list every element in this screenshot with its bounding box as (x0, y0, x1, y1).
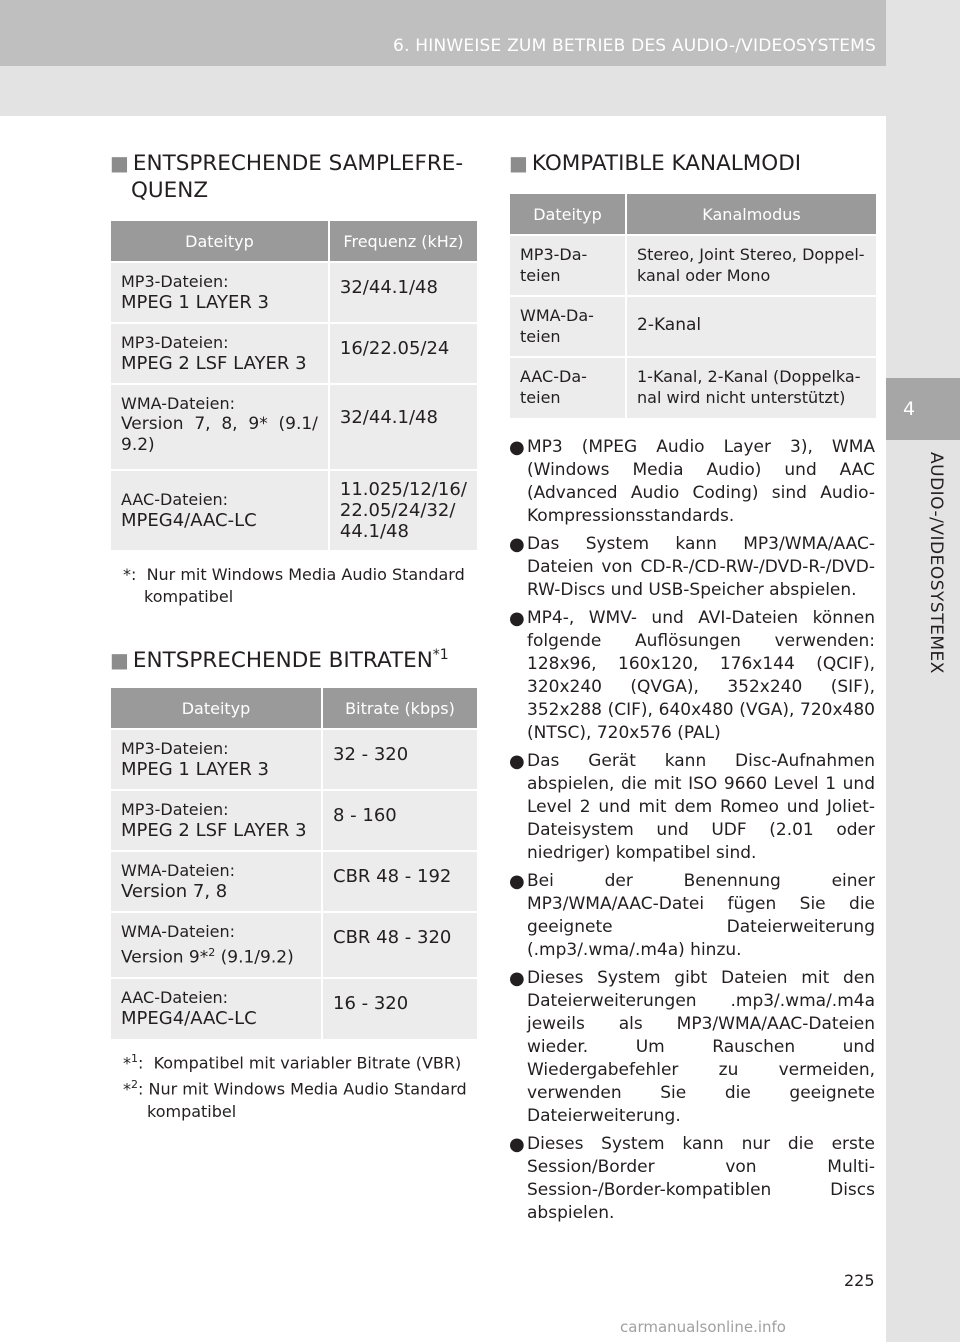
bullet-dot-icon: ● (509, 968, 525, 989)
bullet-dot-icon: ● (509, 751, 525, 772)
table-row (111, 470, 477, 550)
bitrate-heading: ■ ENTSPRECHENDE BITRATEN$^{*1}$ (110, 647, 449, 674)
table-row (111, 790, 477, 851)
table-header-row (111, 221, 477, 262)
column-header: Bitrate (kbps) (322, 688, 477, 729)
list-item: ● Bei der Benennung einer MP3/WMA/AAC-Datei fügen Sie die geeignete Dateierweiterung (.mp3/.wma/.m4a) hinzu. (509, 871, 875, 960)
table-row (111, 851, 477, 912)
value-cell: 16 - 320 (322, 978, 477, 1039)
square-bullet-icon: ■ (509, 151, 528, 175)
sample-rate-heading: ■ ENTSPRECHENDE SAMPLEFRE- QUENZ (110, 151, 464, 203)
table-header-row (111, 688, 477, 729)
square-bullet-icon: ■ (110, 648, 129, 673)
value-cell: CBR 48 - 192 (322, 851, 477, 912)
file-type-cell: AAC-Da- teien (510, 357, 626, 418)
channel-modes-heading: ■ KOMPATIBLE KANALMODI (509, 151, 802, 176)
value-cell: 11.025/12/16/ 22.05/24/32/ 44.1/48 (329, 470, 477, 550)
table-row (111, 978, 477, 1039)
table-row (111, 323, 477, 384)
square-bullet-icon: ■ (110, 151, 129, 175)
bitrate-footnotes: *$^1$: Kompatibel mit variabler Bitrate (VBR) *$^2$: Nur mit Windows Media Audio Standard kompatibel (123, 1052, 467, 1121)
file-type-cell: AAC-Dateien: MPEG4/AAC-LC (111, 470, 329, 550)
file-type-cell: WMA-Dateien: Version 7, 8, 9* (9.1/ 9.2) (111, 384, 329, 470)
table-header-row (510, 194, 876, 235)
table-row (111, 729, 477, 790)
file-type-cell: MP3-Dateien: MPEG 1 LAYER 3 (111, 262, 329, 323)
chapter-label: AUDIO-/VIDEOSYSTEMEX (926, 452, 946, 674)
file-type-cell: WMA-Dateien: Version 9*$^2$ (9.1/9.2) (111, 912, 322, 978)
table-row (510, 296, 876, 357)
sample-rate-table (111, 221, 477, 550)
file-type-cell: WMA-Dateien: Version 7, 8 (111, 851, 322, 912)
column-header: Dateityp (111, 221, 329, 262)
file-type-cell: MP3-Dateien: MPEG 1 LAYER 3 (111, 729, 322, 790)
value-cell: 32/44.1/48 (329, 262, 477, 323)
bullet-list (509, 436, 875, 1230)
list-item: ● Das Gerät kann Disc-Aufnahmen abspielen, die mit ISO 9660 Level 1 und Level 2 und mit dem Romeo und Joliet-Dateisystem und UDF (2.01 oder niedriger) kompatibel sind. (509, 751, 875, 863)
channel-modes-table (510, 194, 876, 418)
column-header: Kanalmodus (626, 194, 876, 235)
header-title: 6. HINWEISE ZUM BETRIEB DES AUDIO-/VIDEOSYSTEMS (393, 36, 876, 56)
sample-rate-footnote: *: Nur mit Windows Media Audio Standard kompatibel (123, 565, 465, 606)
chapter-number-tab[interactable] (886, 378, 960, 440)
mode-cell: 1-Kanal, 2-Kanal (Doppelka- nal wird nicht unterstützt) (626, 357, 876, 418)
file-type-cell: MP3-Da- teien (510, 235, 626, 296)
header-bar (0, 0, 960, 66)
file-type-cell: MP3-Dateien: MPEG 2 LSF LAYER 3 (111, 790, 322, 851)
value-cell: 8 - 160 (322, 790, 477, 851)
list-item: ● Dieses System kann nur die erste Session/Border von Multi-Session-/Border-kompatiblen Discs abspielen. (509, 1134, 875, 1223)
bullet-dot-icon: ● (509, 534, 525, 555)
bitrate-table (111, 688, 477, 1039)
list-item: ● Das System kann MP3/WMA/AAC-Dateien von CD-R-/CD-RW-/DVD-R-/DVD-RW-Discs und USB-Speicher abspielen. (509, 534, 875, 600)
list-item: ● Dieses System gibt Dateien mit den Dateierweiterungen .mp3/.wma/.m4a jeweils als MP3/WMA/AAC-Dateien wieder. Um Rauschen und Wiedergabefehler zu vermeiden, verwenden Sie die geeignete Dateierweiterung. (509, 968, 875, 1126)
mode-cell: Stereo, Joint Stereo, Doppel- kanal oder Mono (626, 235, 876, 296)
header-band (0, 66, 960, 116)
table-row (510, 357, 876, 418)
watermark: carmanualsonline.info (620, 1318, 786, 1336)
chapter-number: 4 (903, 398, 916, 420)
value-cell: 16/22.05/24 (329, 323, 477, 384)
page-number: 225 (844, 1271, 875, 1290)
bullet-dot-icon: ● (509, 1134, 525, 1155)
column-header: Dateityp (111, 688, 322, 729)
list-item: ● MP4-, WMV- und AVI-Dateien können folgende Auflösungen verwenden: 128x96, 160x120, 176x144 (QCIF), 320x240 (QVGA), 352x240 (SIF), 352x288 (CIF), 640x480 (VGA), 720x480 (NTSC), 720x576 (PAL) (509, 608, 875, 743)
value-cell: 32 - 320 (322, 729, 477, 790)
side-tab (886, 0, 960, 1342)
column-header: Dateityp (510, 194, 626, 235)
value-cell: 32/44.1/48 (329, 384, 477, 470)
bullet-dot-icon: ● (509, 437, 525, 458)
list-item: ● MP3 (MPEG Audio Layer 3), WMA (Windows Media Audio) und AAC (Advanced Audio Coding) sind Audio-Kompressionsstandards. (509, 437, 875, 526)
bullet-dot-icon: ● (509, 871, 525, 892)
file-type-cell: WMA-Da- teien (510, 296, 626, 357)
value-cell: CBR 48 - 320 (322, 912, 477, 978)
table-row (111, 384, 477, 470)
bullet-dot-icon: ● (509, 608, 525, 629)
file-type-cell: AAC-Dateien: MPEG4/AAC-LC (111, 978, 322, 1039)
table-row (111, 262, 477, 323)
column-header: Frequenz (kHz) (329, 221, 477, 262)
table-row (111, 912, 477, 978)
file-type-cell: MP3-Dateien: MPEG 2 LSF LAYER 3 (111, 323, 329, 384)
table-row (510, 235, 876, 296)
mode-cell: 2-Kanal (626, 296, 876, 357)
